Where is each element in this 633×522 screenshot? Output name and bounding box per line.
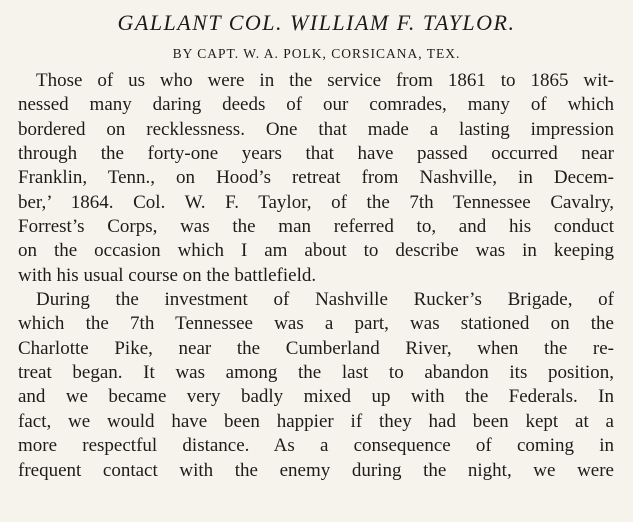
article-title: GALLANT COL. WILLIAM F. TAYLOR. bbox=[117, 10, 516, 35]
text-line: through the forty-one years that have passed occurred near bbox=[18, 143, 614, 165]
text-line: Those of us who were in the service from 1861 to 1865 wit- bbox=[36, 70, 614, 91]
text-line: Charlotte Pike, near the Cumberland River, when the re- bbox=[18, 337, 614, 359]
text-line: with his usual course on the battlefield. bbox=[18, 264, 317, 286]
text-line: on the occasion which I am about to describe was in keeping bbox=[18, 240, 614, 262]
text-line: which the 7th Tennessee was a part, was stationed on the bbox=[18, 313, 614, 335]
text-line: Franklin, Tenn., on Hood’s retreat from Nashville, in Decem- bbox=[18, 167, 614, 189]
text-line: ber,’ 1864. Col. W. F. Taylor, of the 7th Tennessee Cavalry, bbox=[18, 191, 614, 213]
text-line: During the investment of Nashville Rucker’s Brigade, of bbox=[36, 289, 614, 311]
text-line: more respectful distance. As a consequence of coming in bbox=[18, 435, 614, 457]
text-line: frequent contact with the enemy during the night, we were bbox=[18, 459, 614, 481]
text-line: nessed many daring deeds of our comrades, many of which bbox=[18, 94, 614, 116]
article-body bbox=[18, 69, 614, 483]
text-line: bordered on recklessness. One that made a lasting impression bbox=[18, 118, 614, 140]
text-line: fact, we would have been happier if they had been kept at a bbox=[18, 410, 614, 432]
article-byline: BY CAPT. W. A. POLK, CORSICANA, TEX. bbox=[172, 46, 461, 61]
text-line: treat began. It was among the last to abandon its position, bbox=[18, 362, 614, 384]
text-line: Forrest’s Corps, was the man referred to, and his conduct bbox=[18, 216, 614, 238]
text-line: and we became very badly mixed up with the Federals. In bbox=[18, 386, 614, 408]
